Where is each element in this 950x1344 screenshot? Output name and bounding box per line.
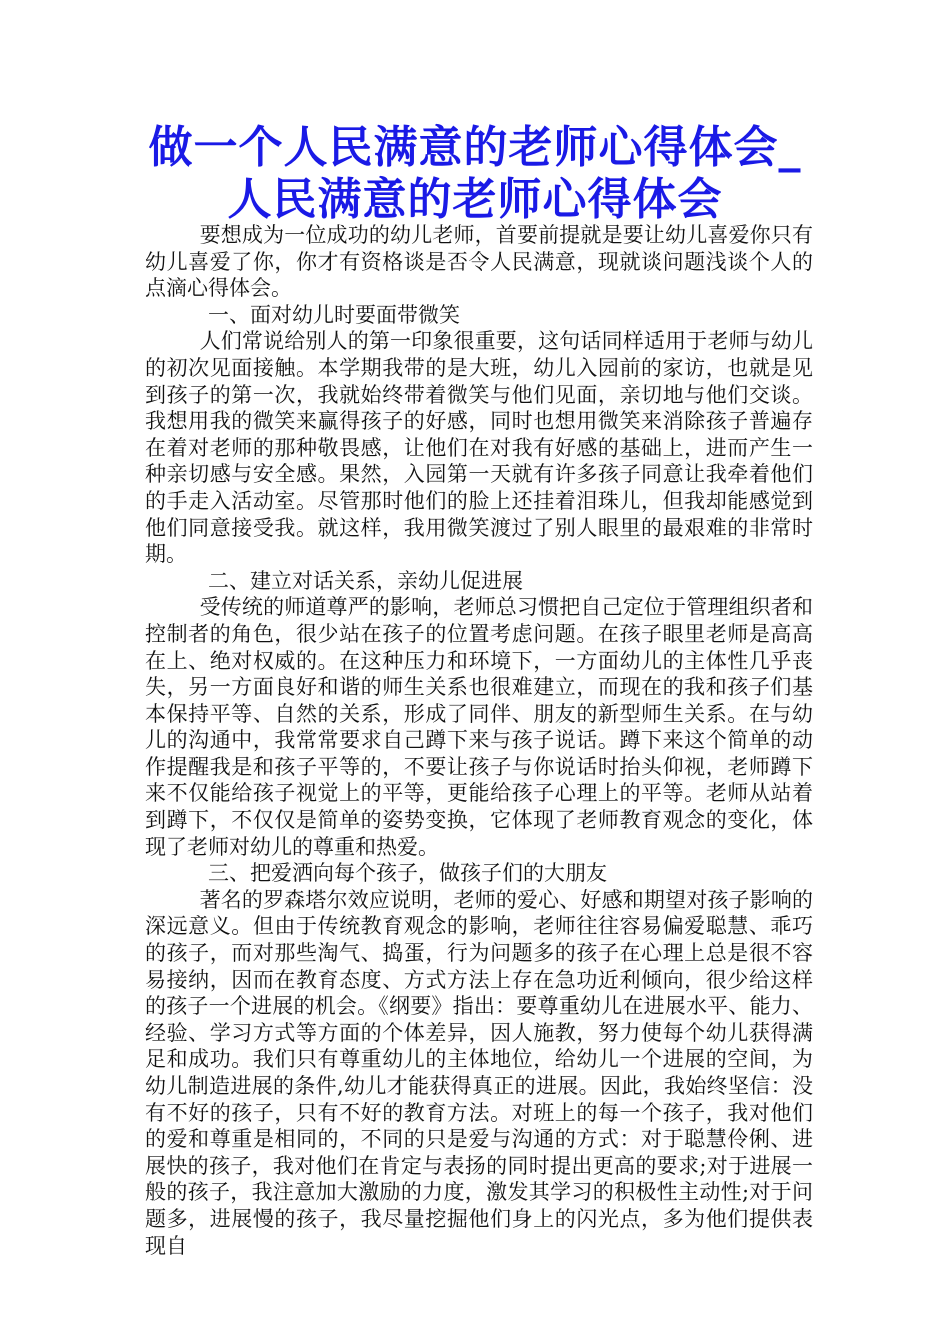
section-paragraph-1: 人们常说给别人的第一印象很重要，这句话同样适用于老师与幼儿的初次见面接触。本学期我带的是大班，幼儿入园前的家访，也就是见到孩子的第一次，我就始终带着微笑与他们见面，亲切地与他们交谈。我想用我的微笑来赢得孩子的好感，同时也想用微笑来消除孩子普遍存在着对老师的那种敬畏感，让他们在对我有好感的基础上，进而产生一种亲切感与安全感。果然，入园第一天就有许多孩子同意让我牵着他们的手走入活动室。尽管那时他们的脸上还挂着泪珠儿，但我却能感觉到他们同意接受我。就这样，我用微笑渡过了别人眼里的最艰难的非常时期。 — [145, 329, 813, 567]
section-paragraph-2: 受传统的师道尊严的影响，老师总习惯把自己定位于管理组织者和控制者的角色，很少站在孩子的位置考虑问题。在孩子眼里老师是高高在上、绝对权威的。在这种压力和环境下，一方面幼儿的主体性几乎丧失，另一方面良好和谐的师生关系也很难建立，而现在的我和孩子们基本保持平等、自然的关系，形成了同伴、朋友的新型师生关系。在与幼儿的沟通中，我常常要求自己蹲下来与孩子说话。蹲下来这个简单的动作提醒我是和孩子平等的，不要让孩子与你说话时抬头仰视，老师蹲下来不仅能给孩子视觉上的平等，更能给孩子心理上的平等。老师从站着到蹲下，不仅仅是简单的姿势变换，它体现了老师教育观念的变化，体现了老师对幼儿的尊重和热爱。 — [145, 595, 813, 859]
section-heading-1: 一、面对幼儿时要面带微笑 — [208, 302, 460, 327]
section-heading-3: 三、把爱洒向每个孩子，做孩子们的大朋友 — [208, 861, 607, 886]
document-title: 做一个人民满意的老师心得体会_人民满意的老师心得体会 — [148, 122, 802, 225]
section-heading-2: 二、建立对话关系，亲幼儿促进展 — [208, 568, 523, 593]
document-body — [145, 222, 813, 1259]
intro-paragraph: 要想成为一位成功的幼儿老师，首要前提就是要让幼儿喜爱你只有幼儿喜爱了你，你才有资格谈是否令人民满意，现就谈问题浅谈个人的点滴心得体会。 — [145, 223, 813, 301]
section-paragraph-3: 著名的罗森塔尔效应说明，老师的爱心、好感和期望对孩子影响的深远意义。但由于传统教育观念的影响，老师往往容易偏爱聪慧、乖巧的孩子，而对那些淘气、捣蛋，行为问题多的孩子在心理上总是很不容易接纳，因而在教育态度、方式方法上存在急功近利倾向，很少给这样的孩子一个进展的机会。《纲要》指出：要尊重幼儿在进展水平、能力、经验、学习方式等方面的个体差异，因人施教，努力使每个幼儿获得满足和成功。我们只有尊重幼儿的主体地位，给幼儿一个进展的空间，为幼儿制造进展的条件,幼儿才能获得真正的进展。因此，我始终坚信：没有不好的孩子，只有不好的教育方法。对班上的每一个孩子，我对他们的爱和尊重是相同的，不同的只是爱与沟通的方式：对于聪慧伶俐、进展快的孩子，我对他们在肯定与表扬的同时提出更高的要求;对于进展一般的孩子，我注意加大激励的力度，激发其学习的积极性主动性;对于问题多，进展慢的孩子，我尽量挖掘他们身上的闪光点，多为他们提供表现自 — [145, 887, 813, 1258]
